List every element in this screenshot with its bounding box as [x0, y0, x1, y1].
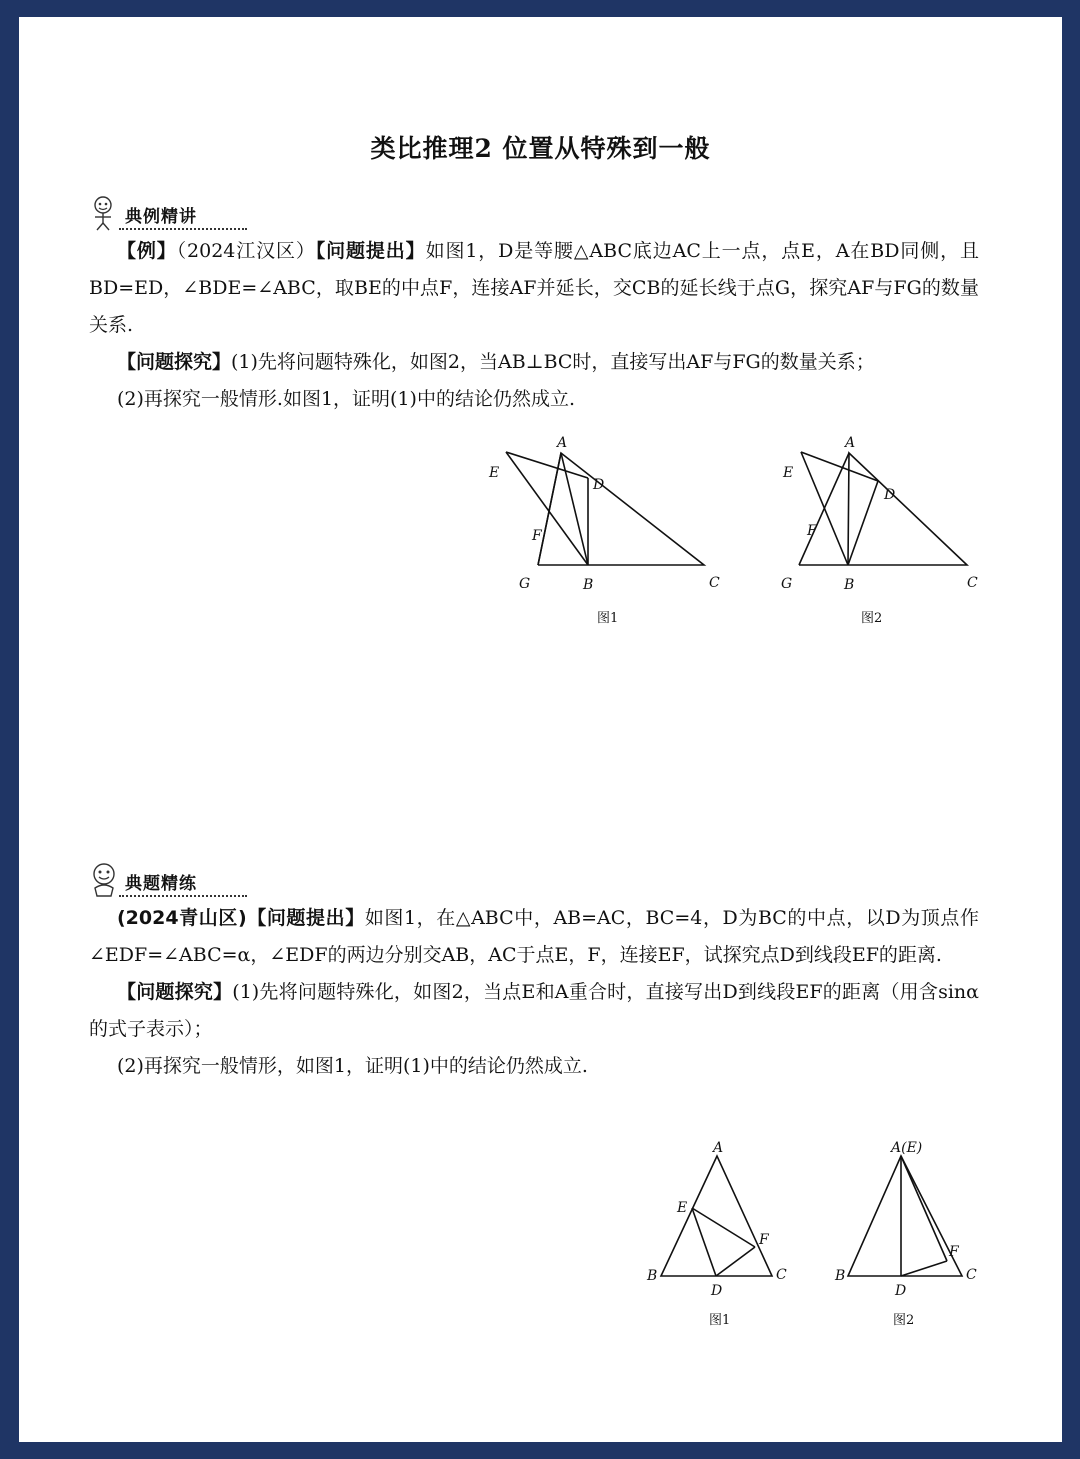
segment-ef — [692, 1208, 755, 1247]
practice-figure-2 — [829, 1140, 999, 1330]
label-e: E — [489, 465, 500, 481]
label-b: B — [647, 1268, 658, 1284]
page-title: 类比推理2 位置从特殊到一般 — [370, 134, 711, 163]
example-figure-2 — [771, 435, 991, 635]
problem-text: 如图1，在△ABC中，AB=AC，BC=4，D为BC的中点，以D为顶点作∠EDF=∠ABC=α，∠EDF的两边分别交AB，AC于点E，F，连接EF，试探究点D到线段EF的距离. — [89, 907, 979, 966]
segment-ab — [561, 453, 588, 565]
figure-caption: 图2 — [861, 611, 883, 626]
figure-caption: 图1 — [709, 1313, 731, 1328]
explore-tag: 【问题探究】 — [117, 351, 232, 373]
label-f: F — [807, 523, 817, 539]
section-header-practice — [87, 860, 247, 900]
question-2: (2)再探究一般情形，如图1，证明(1)中的结论仍然成立. — [117, 1055, 588, 1077]
label-g: G — [519, 576, 531, 592]
section-divider — [119, 895, 247, 897]
triangle-abc — [661, 1156, 772, 1276]
mascot-icon — [87, 193, 121, 231]
mascot-icon — [87, 860, 121, 898]
problem-text: 如图1，D是等腰△ABC底边AC上一点，点E，A在BD同侧，且BD=ED，∠BDE=∠ABC，取BE的中点F，连接AF并延长，交CB的延长线于点G，探究AF与FG的数量关系. — [89, 240, 979, 336]
label-g: G — [781, 576, 793, 592]
label-a: A — [713, 1140, 724, 1156]
label-e: E — [783, 465, 794, 481]
label-d: D — [711, 1283, 723, 1299]
label-c: C — [776, 1267, 787, 1283]
triangle-abc — [848, 453, 967, 565]
problem-tag: 【问题提出】 — [315, 240, 426, 262]
figure-caption: 图1 — [597, 611, 619, 626]
example-figure-1 — [479, 435, 749, 635]
segment-bd — [848, 481, 878, 565]
practice-problem — [89, 900, 979, 1085]
question-2: (2)再探究一般情形.如图1，证明(1)中的结论仍然成立. — [117, 388, 575, 410]
label-b: B — [844, 577, 855, 593]
section-divider — [119, 228, 247, 230]
label-a: A — [845, 435, 856, 451]
label-f: F — [949, 1244, 959, 1260]
label-c: C — [709, 575, 720, 591]
example-source: （2024江汉区） — [176, 240, 316, 262]
page-sheet — [19, 17, 1062, 1442]
label-b: B — [583, 577, 594, 593]
section-header-label: 典题精练 — [125, 874, 197, 894]
question-1: (1)先将问题特殊化，如图2，当点E和A重合时，直接写出D到线段EF的距离（用含sinα的式子表示）； — [89, 981, 979, 1040]
segment-ga — [538, 453, 561, 565]
segment-fd — [901, 1261, 947, 1276]
figure-caption: 图2 — [893, 1313, 915, 1328]
label-b: B — [835, 1268, 846, 1284]
segment-fd — [716, 1247, 755, 1276]
section-header-label: 典例精讲 — [125, 207, 197, 227]
problem-tag: 【问题提出】 — [246, 907, 365, 929]
segment-ef — [901, 1156, 947, 1261]
segment-be — [506, 452, 588, 565]
label-c: C — [966, 1267, 977, 1283]
example-tag: 【例】 — [117, 240, 177, 262]
segment-ed — [692, 1208, 716, 1276]
label-c: C — [967, 575, 978, 591]
label-a: A — [557, 435, 568, 451]
segment-ed — [801, 452, 878, 481]
label-d: D — [884, 487, 896, 503]
label-d: D — [895, 1283, 907, 1299]
label-e: E — [677, 1200, 688, 1216]
label-a-e: A(E) — [891, 1140, 923, 1156]
practice-source: (2024青山区) — [117, 907, 247, 929]
section-header-examples — [87, 193, 247, 233]
example-problem — [89, 233, 979, 418]
practice-figure-1 — [639, 1140, 819, 1330]
label-f: F — [532, 528, 542, 544]
explore-tag: 【问题探究】 — [117, 981, 233, 1003]
question-1: (1)先将问题特殊化，如图2，当AB⊥BC时，直接写出AF与FG的数量关系； — [231, 351, 875, 373]
label-f: F — [759, 1232, 769, 1248]
label-d: D — [593, 477, 605, 493]
